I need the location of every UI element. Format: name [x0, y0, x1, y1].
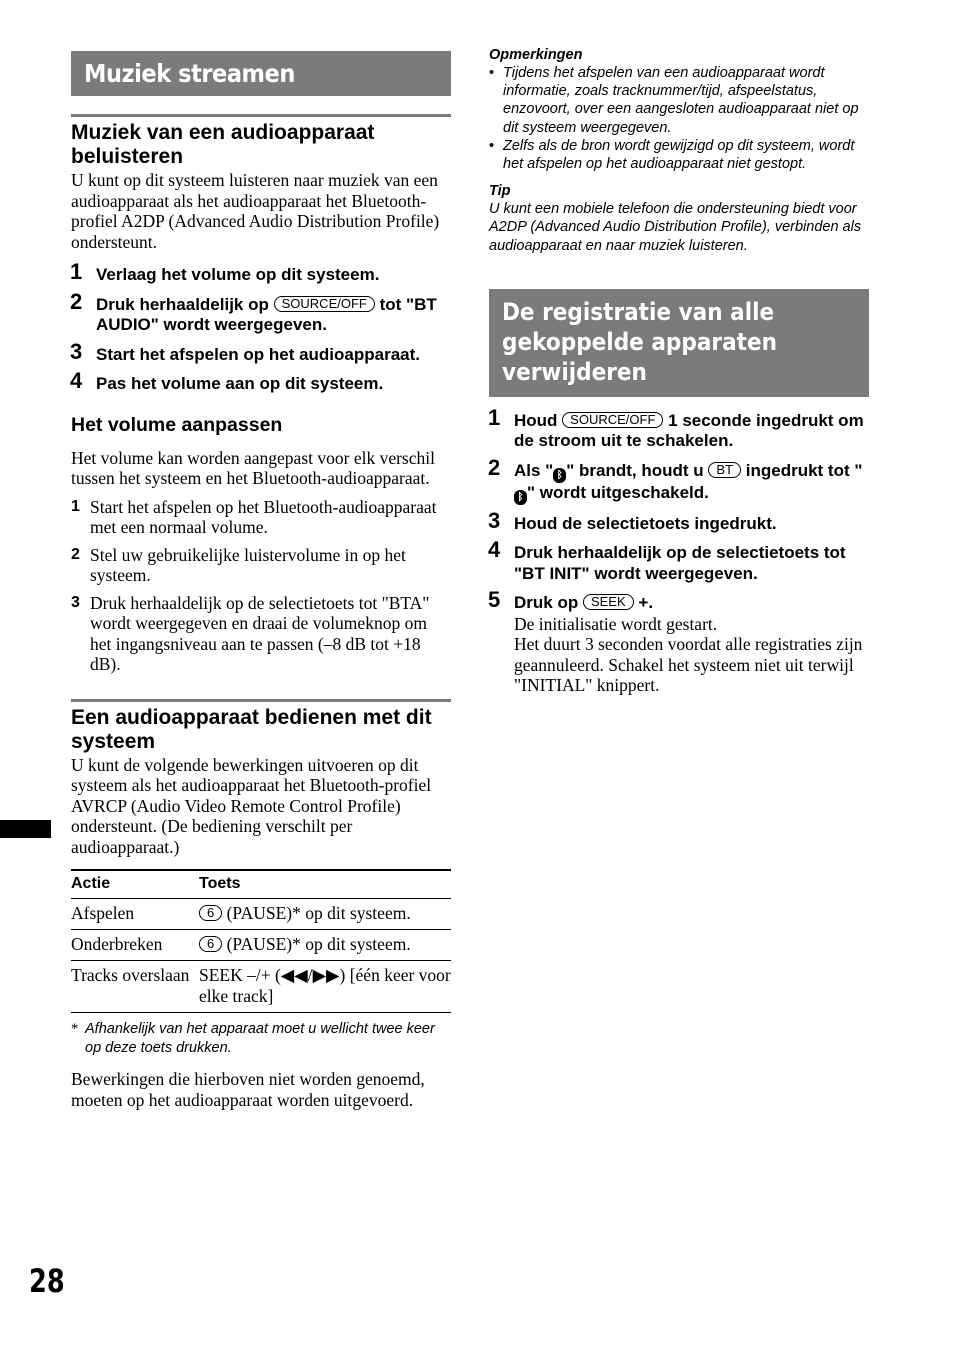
bt-key: BT: [708, 462, 741, 478]
section-banner: [489, 289, 869, 397]
key-6: 6: [199, 936, 222, 952]
tip-text: U kunt een mobiele telefoon die ondersteuning biedt voor A2DP (Advanced Audio Distribution Profile), verbinden als audioapparaat en naar muziek luisteren.: [489, 201, 862, 254]
section-rule: [71, 114, 451, 117]
note-item: • Tijdens het afspelen van een audioapparaat wordt informatie, zoals tracknummer/tijd, afspeelstatus, enzovoort, over een aangesloten audioapparaat niet op dit systeem weergegeven.: [489, 65, 859, 136]
section-heading: Een audioapparaat bedienen met dit systeem: [71, 705, 432, 753]
banner-title: De registratie van alle gekoppelde apparaten verwijderen: [502, 297, 778, 386]
table-cell: Afspelen: [71, 899, 199, 930]
step: 3 Houd de selectietoets ingedrukt.: [488, 507, 777, 533]
subsection-intro: Het volume kan worden aangepast voor elk verschil tussen het systeem en het Bluetooth-audioapparaat.: [71, 447, 435, 488]
table-cell: 6 (PAUSE)* op dit systeem.: [199, 899, 451, 930]
tip-title: Tip: [489, 183, 511, 200]
banner-title: Muziek streamen: [84, 59, 295, 88]
table-cell: Onderbreken: [71, 930, 199, 961]
left-column: [71, 51, 451, 1110]
step-list: [70, 259, 451, 395]
table-cell: 6 (PAUSE)* op dit systeem.: [199, 930, 451, 961]
section-rule: [71, 699, 451, 702]
step-detail: Het duurt 3 seconden voordat alle registraties zijn geannuleerd. Schakel het systeem niet uit terwijl "INITIAL" knippert.: [514, 634, 863, 696]
numbered-list: [71, 497, 451, 675]
column-header: Actie: [71, 870, 199, 899]
step: 2 Als " ᛒ " brandt, houdt u BT ingedrukt tot "ᛒ " wordt uitgeschakeld.: [488, 454, 863, 503]
note-item: • Zelfs als de bron wordt gewijzigd op dit systeem, wordt het afspelen op het audioapparaat niet gestopt.: [489, 137, 855, 173]
page-number: 28: [29, 1262, 65, 1300]
step: 1 Houd SOURCE/OFF 1 seconde ingedrukt om de stroom uit te schakelen.: [488, 404, 864, 451]
step-list: [488, 404, 869, 696]
step: 5 Druk op SEEK +. De initialisatie wordt gestart. Het duurt 3 seconden voordat alle registraties zijn geannuleerd. Schakel het systeem niet uit terwijl "INITIAL" knippert.: [489, 593, 869, 696]
step: 1 Verlaag het volume op dit systeem.: [70, 259, 380, 284]
seek-key: SEEK: [583, 594, 634, 610]
right-column: [489, 46, 869, 696]
table-row: [71, 899, 451, 930]
notes-title: Opmerkingen: [489, 47, 583, 63]
step: 4 Druk herhaaldelijk op de selectietoets tot "BT INIT" wordt weergegeven.: [488, 537, 846, 583]
bluetooth-icon: ᛒ: [514, 490, 527, 505]
section-heading: Muziek van een audioapparaat beluisteren: [71, 121, 375, 168]
section-intro: U kunt op dit systeem luisteren naar muziek van een audioapparaat als het audioapparaat het Bluetooth-profiel A2DP (Advanced Audio Distribution Profile) ondersteunt.: [71, 170, 440, 252]
table-row: [71, 961, 451, 1013]
operations-table: [71, 869, 451, 1013]
key-6: 6: [199, 905, 222, 921]
table-header-row: [71, 870, 451, 899]
source-off-key: SOURCE/OFF: [562, 412, 663, 428]
subsection-heading: Het volume aanpassen: [71, 413, 283, 436]
column-header: Toets: [199, 870, 451, 899]
section-tab-marker: [0, 820, 51, 838]
table-cell: Tracks overslaan: [71, 961, 199, 1013]
section-outro: Bewerkingen die hierboven niet worden genoemd, moeten op het audioapparaat worden uitgevoerd.: [71, 1069, 425, 1110]
list-item: 1 Start het afspelen op het Bluetooth-audioapparaat met een normaal volume.: [71, 496, 437, 537]
list-item: 3 Druk herhaaldelijk op de selectietoets tot "BTA" wordt weergegeven en draai de volumeknop om het ingangsniveau aan te passen (–8 dB tot +18 dB).: [71, 592, 430, 674]
bluetooth-icon: ᛒ: [553, 468, 566, 483]
step: 2 Druk herhaaldelijk op SOURCE/OFF tot "BT AUDIO" wordt weergegeven.: [70, 288, 437, 334]
table-row: [71, 930, 451, 961]
list-item: 2 Stel uw gebruikelijke luistervolume in op het systeem.: [71, 544, 406, 585]
step: 3 Start het afspelen op het audioapparaat.: [70, 338, 421, 364]
footnote: * Afhankelijk van het apparaat moet u wellicht twee keer op deze toets drukken.: [71, 1021, 435, 1056]
section-banner: [71, 51, 451, 96]
source-off-key: SOURCE/OFF: [274, 296, 375, 312]
section-intro: U kunt de volgende bewerkingen uitvoeren op dit systeem als het audioapparaat het Bluetooth-profiel AVRCP (Audio Video Remote Control Profile) ondersteunt. (De bediening verschilt per audioapparaat.): [71, 754, 432, 857]
step-detail: De initialisatie wordt gestart.: [514, 613, 718, 634]
table-cell: SEEK –/+ (◀◀/▶▶) [één keer voor elke track]: [199, 961, 451, 1013]
step: 4 Pas het volume aan op dit systeem.: [70, 368, 384, 393]
